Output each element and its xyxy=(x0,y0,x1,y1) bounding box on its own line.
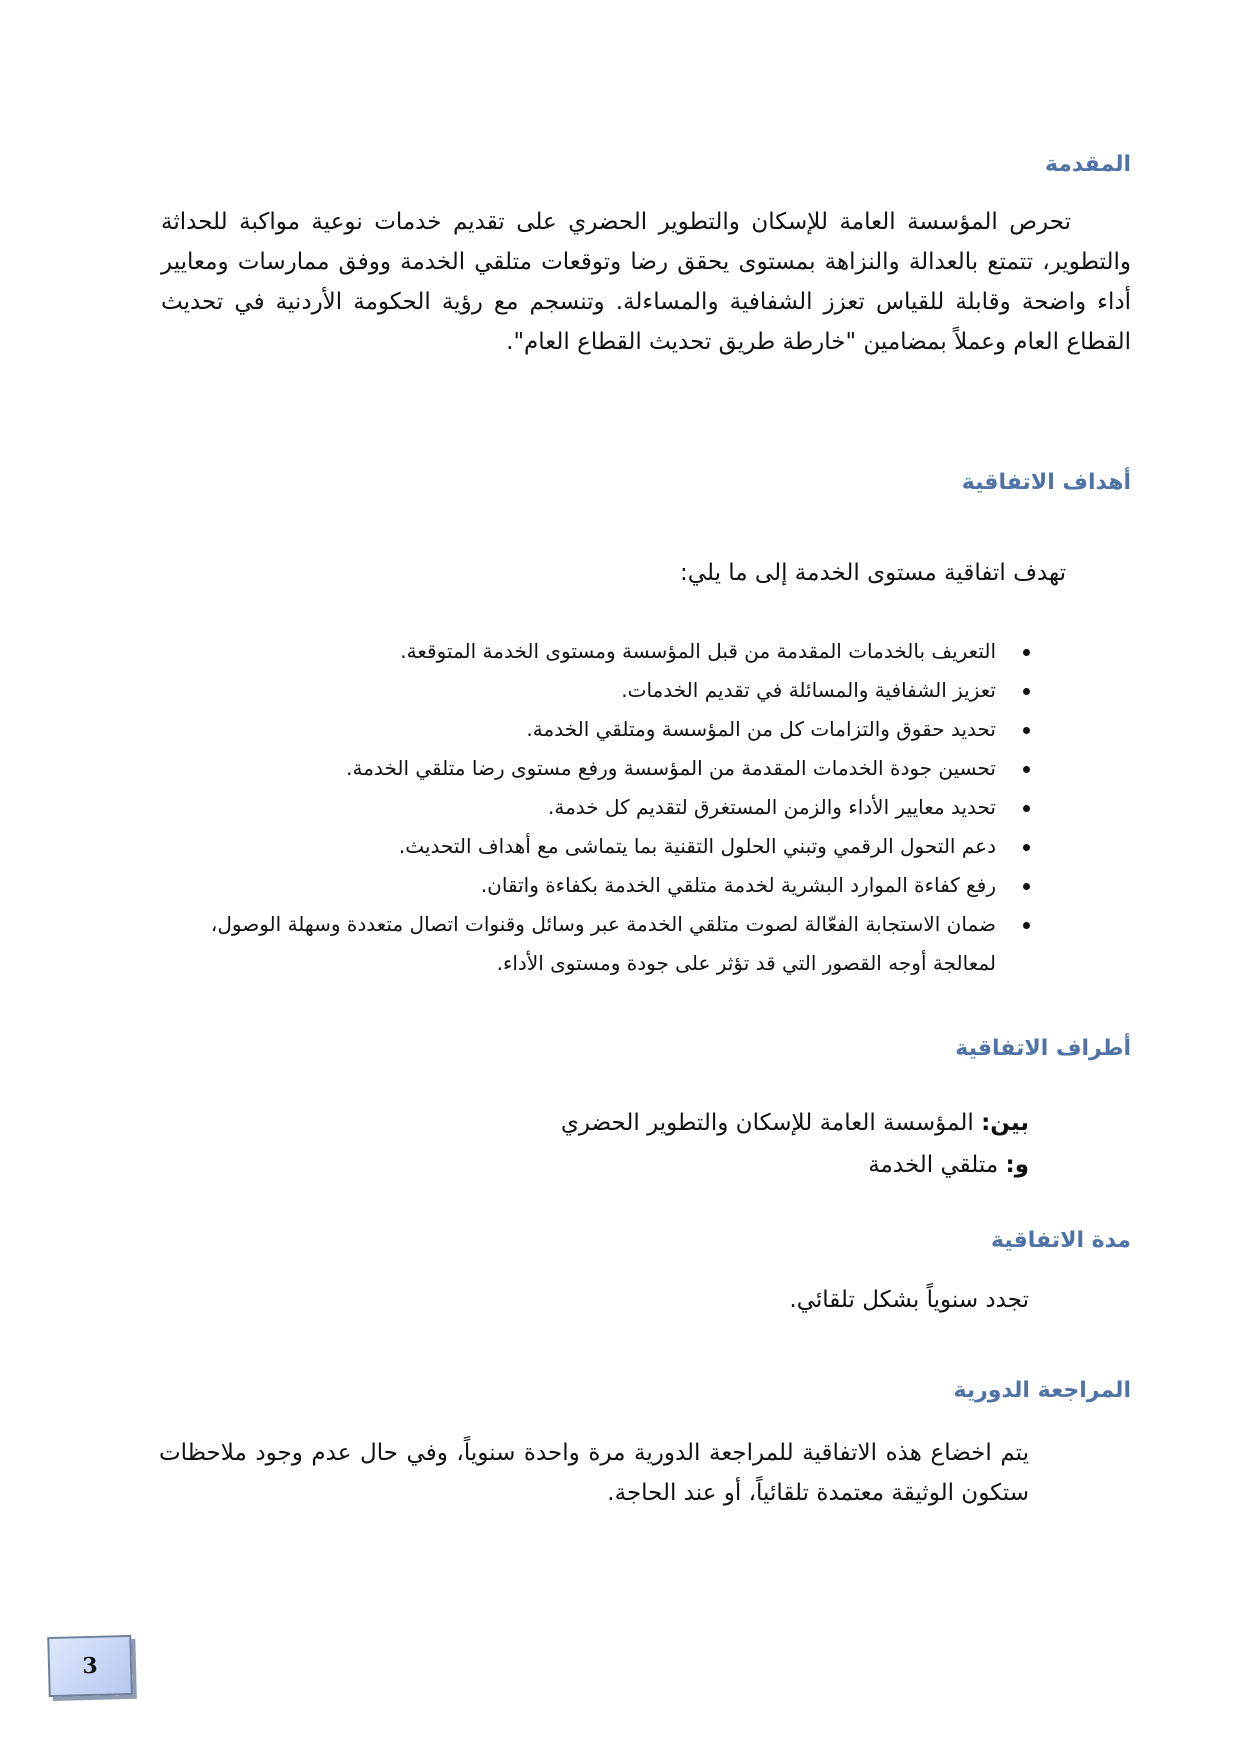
duration-text: تجدد سنوياً بشكل تلقائي. xyxy=(789,1287,1029,1313)
goals-list xyxy=(196,632,1036,983)
list-item: تعزيز الشفافية والمسائلة في تقديم الخدمات. xyxy=(196,671,1036,710)
party-first-label: بين: xyxy=(981,1110,1029,1136)
party-row-first xyxy=(561,1102,1029,1144)
intro-heading: المقدمة xyxy=(1044,152,1131,177)
goals-lead: تهدف اتفاقية مستوى الخدمة إلى ما يلي: xyxy=(680,560,1066,586)
goals-heading: أهداف الاتفاقية xyxy=(961,470,1131,495)
list-item: تحديد معايير الأداء والزمن المستغرق لتقديم كل خدمة. xyxy=(196,788,1036,827)
page-number: 3 xyxy=(47,1635,133,1697)
party-second-label: و: xyxy=(1005,1152,1029,1178)
list-item: ضمان الاستجابة الفعّالة لصوت متلقي الخدمة عبر وسائل وقنوات اتصال متعددة وسهلة الوصول، لمعالجة أوجه القصور التي قد تؤثر على جودة ومستوى الأداء. xyxy=(196,905,1036,983)
list-item: رفع كفاءة الموارد البشرية لخدمة متلقي الخدمة بكفاءة واتقان. xyxy=(196,866,1036,905)
party-second-value: متلقي الخدمة xyxy=(868,1152,999,1178)
list-item: دعم التحول الرقمي وتبني الحلول التقنية بما يتماشى مع أهداف التحديث. xyxy=(196,827,1036,866)
review-heading: المراجعة الدورية xyxy=(953,1378,1131,1403)
parties-block xyxy=(561,1102,1029,1186)
party-row-second xyxy=(561,1144,1029,1186)
intro-text: تحرص المؤسسة العامة للإسكان والتطوير الحضري على تقديم خدمات نوعية مواكبة للحداثة والتطوير، تتمتع بالعدالة والنزاهة بمستوى يحقق رضا وتوقعات متلقي الخدمة ووفق ممارسات ومعايير أداء واضحة وقابلة للقياس تعزز الشفافية والمساءلة. وتنسجم مع رؤية الحكومة الأردنية في تحديث القطاع العام وعملاً بمضامين "خارطة طريق تحديث القطاع العام". xyxy=(161,209,1131,355)
duration-heading: مدة الاتفاقية xyxy=(991,1228,1131,1253)
parties-heading: أطراف الاتفاقية xyxy=(955,1036,1131,1061)
list-item: تحسين جودة الخدمات المقدمة من المؤسسة ورفع مستوى رضا متلقي الخدمة. xyxy=(196,749,1036,788)
list-item: تحديد حقوق والتزامات كل من المؤسسة ومتلقي الخدمة. xyxy=(196,710,1036,749)
review-text: يتم اخضاع هذه الاتفاقية للمراجعة الدورية مرة واحدة سنوياً، وفي حال عدم وجود ملاحظات ستكون الوثيقة معتمدة تلقائياً، أو عند الحاجة. xyxy=(159,1440,1029,1506)
list-item: التعريف بالخدمات المقدمة من قبل المؤسسة ومستوى الخدمة المتوقعة. xyxy=(196,632,1036,671)
intro-paragraph xyxy=(161,202,1131,362)
party-first-value: المؤسسة العامة للإسكان والتطوير الحضري xyxy=(560,1110,974,1136)
